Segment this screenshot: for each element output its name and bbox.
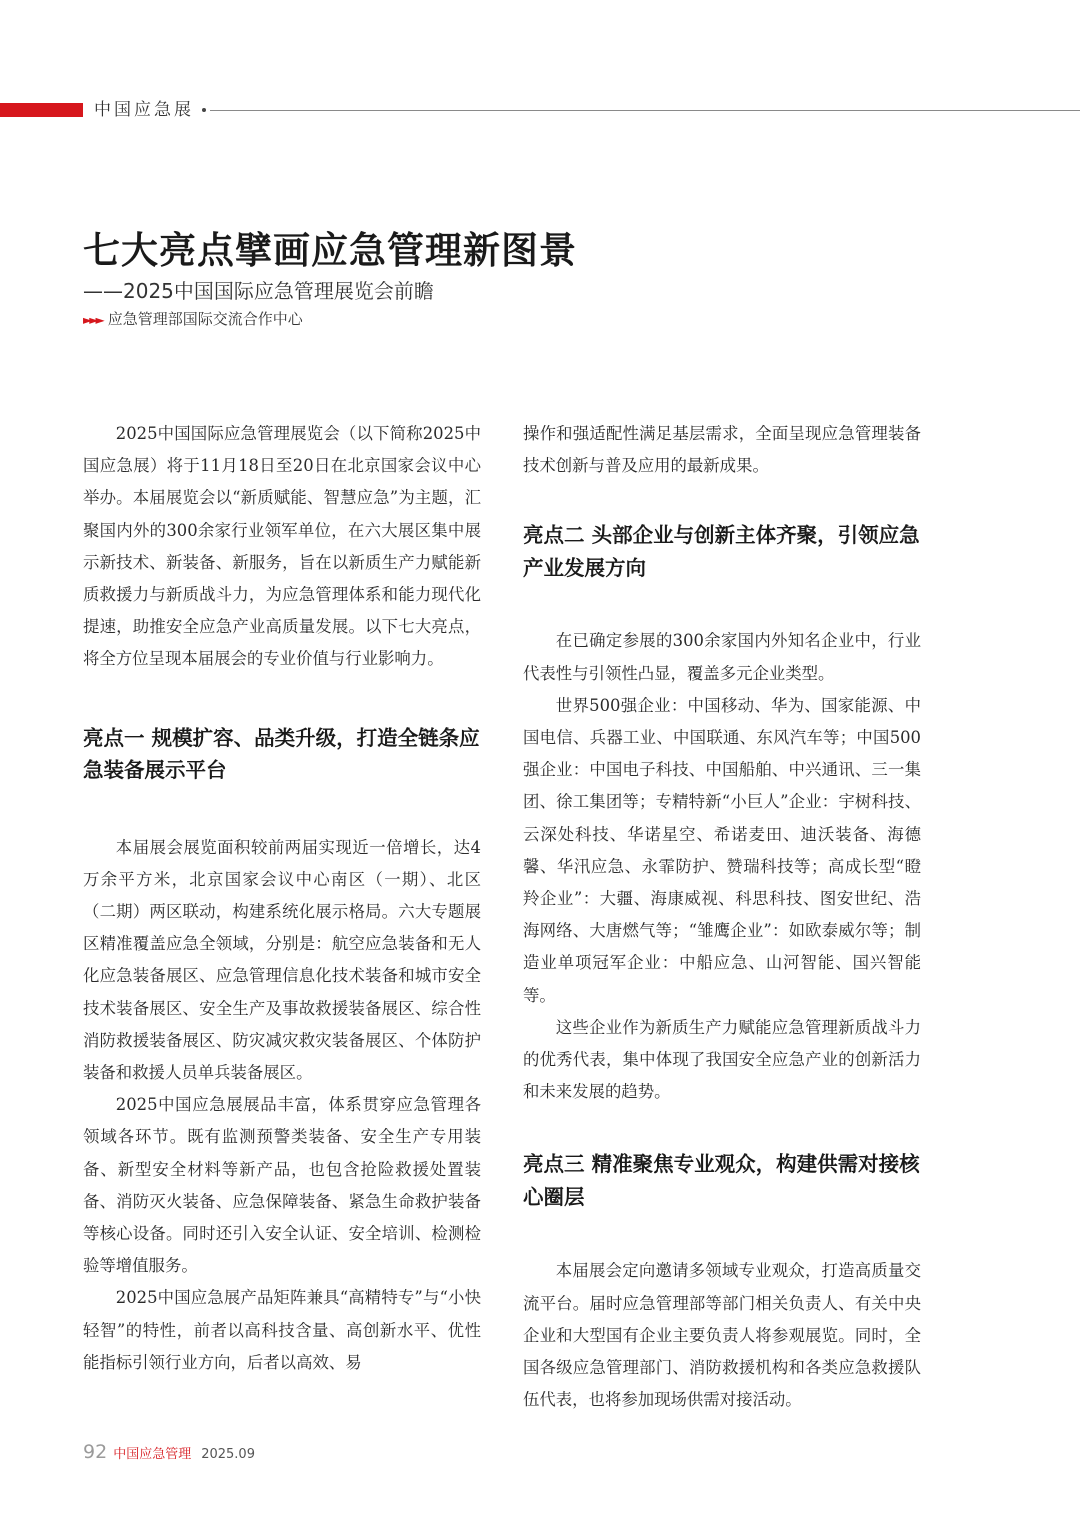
- highlight-1-heading: 亮点一 规模扩容、品类升级，打造全链条应急装备展示平台: [83, 725, 480, 783]
- left-column: [83, 418, 481, 1379]
- article-byline: [83, 309, 303, 330]
- header-dot: [202, 108, 206, 112]
- header-accent-bar: [0, 103, 83, 117]
- highlight-3-heading: 亮点三 精准聚焦专业观众，构建供需对接核心圈层: [523, 1152, 920, 1209]
- triple-arrow-icon: ►►►: [83, 313, 102, 327]
- page-number: 92: [83, 1441, 108, 1463]
- magazine-name: 中国应急管理: [113, 1447, 192, 1462]
- right-column: [523, 418, 921, 1416]
- highlight-2-paragraph-2: 世界500强企业：中国移动、华为、国家能源、中国电信、兵器工业、中国联通、东风汽车等；中国500强企业：中国电子科技、中国船舶、中兴通讯、三一集团、徐工集团等；专精特新“小巨人”企业：宇树科技、云深处科技、华诺星空、希诺麦田、迪沃装备、海德馨、华汛应急、永霏防护、赞瑞科技等；高成长型“瞪羚企业”：大疆、海康威视、科思科技、图安世纪、浩海网络、大唐燃气等；“雏鹰企业”：如欧泰威尔等；制造业单项冠军企业：中船应急、山河智能、国兴智能等。: [523, 695, 921, 1005]
- highlight-2-paragraph-3: 这些企业作为新质生产力赋能应急管理新质战斗力的优秀代表，集中体现了我国安全应急产业的创新活力和未来发展的趋势。: [523, 1017, 921, 1102]
- highlight-1-paragraph-3: 2025中国应急展产品矩阵兼具“高精特专”与“小快轻智”的特性，前者以高科技含量、高创新水平、优性能指标引领行业方向，后者以高效、易: [83, 1288, 481, 1372]
- highlight-2-paragraph-1: 在已确定参展的300余家国内外知名企业中，行业代表性与引领性凸显，覆盖多元企业类型。: [523, 631, 921, 683]
- page-footer: [83, 1440, 255, 1467]
- article-title: 七大亮点擘画应急管理新图景: [83, 229, 577, 272]
- highlight-2-heading: 亮点二 头部企业与创新主体齐聚，引领应急产业发展方向: [523, 523, 920, 580]
- highlight-1-paragraph-2: 2025中国应急展展品丰富，体系贯穿应急管理各领域各环节。既有监测预警类装备、安全生产专用装备、新型安全材料等新产品，也包含抢险救援处置装备、消防灭火装备、应急保障装备、紧急生命救护装备等核心设备。同时还引入安全认证、安全培训、检测检验等增值服务。: [83, 1095, 481, 1276]
- highlight-3-paragraph-1: 本届展会定向邀请多领域专业观众，打造高质量交流平台。届时应急管理部等部门相关负责人、有关中央企业和大型国有企业主要负责人将参观展览。同时，全国各级应急管理部门、消防救援机构和各类应急救援队伍代表，也将参加现场供需对接活动。: [523, 1261, 921, 1410]
- byline-text: 应急管理部国际交流合作中心: [107, 310, 303, 328]
- section-title: 中国应急展: [94, 100, 194, 120]
- article-subtitle: ——2025中国国际应急管理展览会前瞻: [83, 279, 434, 303]
- highlight-1-paragraph-3-continued: 操作和强适配性满足基层需求，全面呈现应急管理装备技术创新与普及应用的最新成果。: [523, 424, 921, 476]
- intro-paragraph: 2025中国国际应急管理展览会（以下简称2025中国应急展）将于11月18日至20日在北京国家会议中心举办。本届展览会以“新质赋能、智慧应急”为主题，汇聚国内外的300余家行业领军单位，在六大展区集中展示新技术、新装备、新服务，旨在以新质生产力赋能新质救援力与新质战斗力，为应急管理体系和能力现代化提速，助推安全应急产业高质量发展。以下七大亮点，将全方位呈现本届展会的专业价值与行业影响力。: [83, 424, 481, 669]
- issue-date: 2025.09: [201, 1447, 255, 1462]
- header-rule: [210, 110, 1080, 111]
- highlight-1-paragraph-1: 本届展会展览面积较前两届实现近一倍增长，达4万余平方米，北京国家会议中心南区（一期）、北区（二期）两区联动，构建系统化展示格局。六大专题展区精准覆盖应急全领域，分别是：航空应急装备和无人化应急装备展区、应急管理信息化技术装备和城市安全技术装备展区、安全生产及事故救援装备展区、综合性消防救援装备展区、防灾减灾救灾装备展区、个体防护装备和救援人员单兵装备展区。: [83, 837, 481, 1083]
